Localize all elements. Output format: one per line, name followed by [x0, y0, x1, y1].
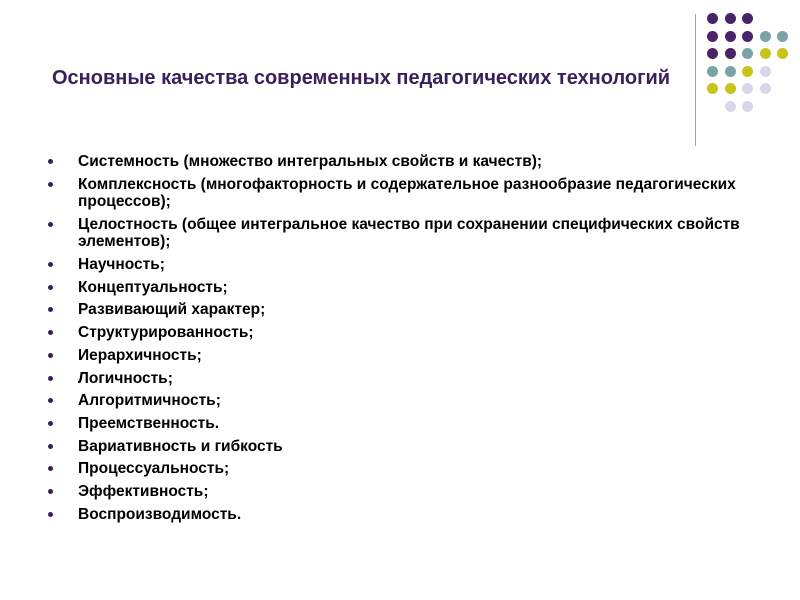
bullet-icon: [48, 512, 53, 517]
bullet-icon: [48, 307, 53, 312]
decorative-dot-purple: [725, 13, 736, 24]
list-item: [48, 279, 748, 297]
decorative-dot-lavender: [760, 66, 771, 77]
decorative-dot-purple: [707, 31, 718, 42]
decorative-dot-lavender: [742, 101, 753, 112]
bullet-icon: [48, 421, 53, 426]
list-item-text: Вариативность и гибкость: [78, 437, 283, 455]
decorative-dot-purple: [742, 13, 753, 24]
list-item-text: Алгоритмичность;: [78, 392, 221, 410]
decorative-dot-purple: [707, 13, 718, 24]
list-item-text: Концептуальность;: [78, 278, 228, 296]
list-item: [48, 347, 748, 365]
list-item: [48, 415, 748, 433]
decorative-dot-lavender: [725, 101, 736, 112]
bullet-icon: [48, 398, 53, 403]
list-item: [48, 438, 748, 456]
list-item-text: Структурированность;: [78, 324, 254, 342]
decorative-dot-purple: [707, 48, 718, 59]
bullet-icon: [48, 222, 53, 227]
list-item-text: Логичность;: [78, 369, 173, 387]
list-item: [48, 256, 748, 274]
list-item-text: Системность (множество интегральных свойств и качеств);: [78, 153, 543, 170]
bullet-icon: [48, 489, 53, 494]
decorative-dot-olive: [760, 48, 771, 59]
list-item: [48, 506, 748, 524]
list-item: [48, 460, 748, 478]
decorative-dot-teal: [760, 31, 771, 42]
decorative-dot-purple: [725, 48, 736, 59]
decorative-dot-purple: [725, 31, 736, 42]
list-item-text: Целостность (общее интегральное качество при сохранении специфических свойств элементов);: [78, 215, 740, 251]
list-item: [48, 216, 748, 251]
decorative-dot-lavender: [742, 83, 753, 94]
list-item: [48, 176, 748, 211]
decorative-dot-olive: [725, 83, 736, 94]
decorative-dot-teal: [707, 66, 718, 77]
list-item: [48, 153, 748, 171]
bullet-icon: [48, 262, 53, 267]
list-item-text: Иерархичность;: [78, 346, 202, 364]
list-item: [48, 301, 748, 319]
list-item-text: Эффективность;: [78, 482, 209, 500]
bullet-icon: [48, 159, 53, 164]
bullet-icon: [48, 330, 53, 335]
decorative-dot-lavender: [760, 83, 771, 94]
list-item-text: Развивающий характер;: [78, 301, 266, 319]
list-item-text: Преемственность.: [78, 414, 220, 432]
decorative-dot-teal: [777, 31, 788, 42]
bullet-icon: [48, 444, 53, 449]
slide-title: Основные качества современных педагогических технологий: [52, 67, 671, 89]
decorative-dot-teal: [725, 66, 736, 77]
decorative-dot-purple: [742, 31, 753, 42]
decorative-dot-olive: [742, 66, 753, 77]
list-item: [48, 483, 748, 501]
bullet-icon: [48, 182, 53, 187]
bullet-icon: [48, 376, 53, 381]
list-item: [48, 392, 748, 410]
list-item-text: Научность;: [78, 256, 165, 274]
decorative-dot-olive: [707, 83, 718, 94]
bullet-icon: [48, 466, 53, 471]
decorative-dot-olive: [777, 48, 788, 59]
bullet-icon: [48, 353, 53, 358]
list-item-text: Процессуальность;: [78, 460, 230, 478]
list-item: [48, 324, 748, 342]
list-item-text: Воспроизводимость.: [78, 505, 242, 523]
list-item-text: Комплексность (многофакторность и содержательное разнообразие педагогических процессов);: [78, 175, 736, 211]
list-item: [48, 370, 748, 388]
bullet-icon: [48, 285, 53, 290]
bullet-list: [48, 153, 748, 528]
decorative-dot-teal: [742, 48, 753, 59]
vertical-divider: [695, 14, 696, 146]
